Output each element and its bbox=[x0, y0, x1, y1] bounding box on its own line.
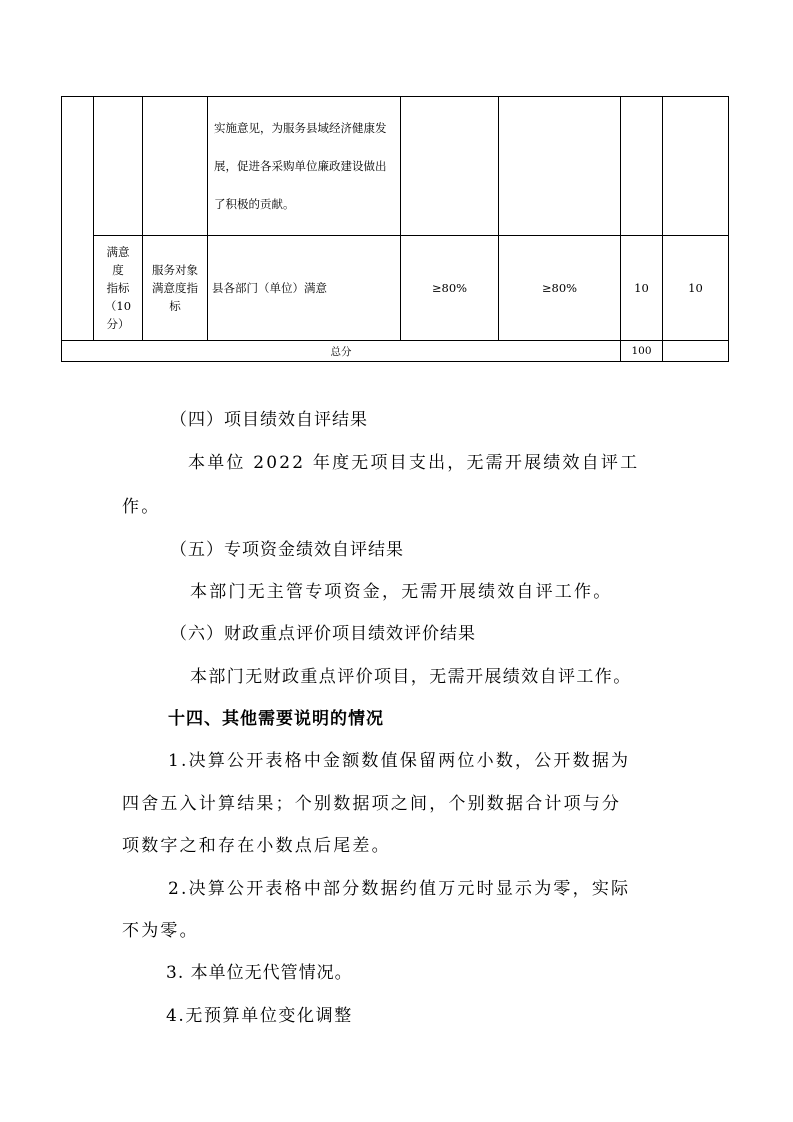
satisfaction-category-cell bbox=[94, 236, 143, 341]
section-5-body: 本部门无主管专项资金，无需开展绩效自评工作。 bbox=[190, 582, 613, 602]
table-cell bbox=[94, 97, 143, 236]
table-row bbox=[62, 341, 729, 362]
section-4-body-line: 本单位 2022 年度无项目支出，无需开展绩效自评工 bbox=[188, 453, 640, 473]
total-label-cell: 总分 bbox=[62, 341, 621, 362]
section-4-body-line: 作。 bbox=[122, 497, 161, 517]
note-2-line: 不为零。 bbox=[122, 921, 199, 941]
table-cell bbox=[62, 97, 94, 341]
performance-table bbox=[61, 96, 729, 362]
score-cell: 10 bbox=[663, 236, 729, 341]
satisfaction-indicator-cell: 县各部门（单位）满意 bbox=[208, 236, 401, 341]
section-6-body: 本部门无财政重点评价项目，无需开展绩效自评工作。 bbox=[190, 667, 632, 687]
note-1-line: 1.决算公开表格中金额数值保留两位小数，公开数据为 bbox=[168, 751, 631, 771]
subcategory-line: 满意度指 bbox=[152, 281, 198, 295]
indicator-continuation-cell bbox=[208, 97, 401, 236]
weight-cell: 10 bbox=[621, 236, 663, 341]
table-row bbox=[62, 97, 729, 236]
table-row bbox=[62, 236, 729, 341]
satisfaction-subcategory-cell bbox=[143, 236, 208, 341]
indicator-continuation-text: 实施意见，为服务县域经济健康发展，促进各采购单位廉政建设做出了积极的贡献。 bbox=[214, 121, 387, 211]
note-3: 3. 本单位无代管情况。 bbox=[166, 963, 353, 983]
section-5-heading: （五）专项资金绩效自评结果 bbox=[170, 540, 404, 560]
note-2-line: 2.决算公开表格中部分数据约值万元时显示为零，实际 bbox=[168, 879, 631, 899]
category-line: 满意 bbox=[106, 245, 130, 259]
note-1-line: 四舍五入计算结果；个别数据项之间，个别数据合计项与分 bbox=[122, 794, 622, 814]
table-cell bbox=[499, 97, 621, 236]
subcategory-line: 服务对象 bbox=[152, 263, 198, 277]
table-cell bbox=[663, 97, 729, 236]
note-1-line: 项数字之和存在小数点后尾差。 bbox=[122, 836, 391, 856]
section-6-heading: （六）财政重点评价项目绩效评价结果 bbox=[170, 624, 476, 644]
target-value-cell: ≥80% bbox=[401, 236, 499, 341]
category-line: 指标 bbox=[106, 281, 130, 295]
section-4-heading: （四）项目绩效自评结果 bbox=[170, 410, 368, 430]
table-cell bbox=[143, 97, 208, 236]
category-line: （10 bbox=[104, 299, 132, 313]
category-line: 分） bbox=[106, 317, 130, 331]
actual-value-cell: ≥80% bbox=[499, 236, 621, 341]
category-line: 度 bbox=[112, 263, 124, 277]
note-4: 4.无预算单位变化调整 bbox=[166, 1006, 353, 1026]
section-14-heading: 十四、其他需要说明的情况 bbox=[168, 709, 384, 729]
total-score-cell bbox=[663, 341, 729, 362]
total-weight-cell: 100 bbox=[621, 341, 663, 362]
table-cell bbox=[621, 97, 663, 236]
table-cell bbox=[401, 97, 499, 236]
subcategory-line: 标 bbox=[169, 299, 181, 313]
